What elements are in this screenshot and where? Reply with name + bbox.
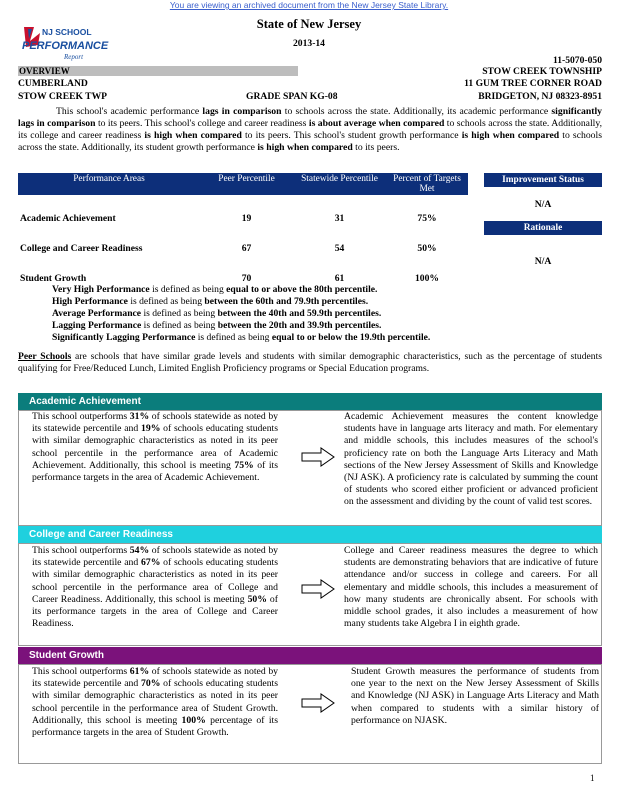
header-targets-met: Percent of Targets Met xyxy=(386,173,468,195)
table-row: Academic Achievement 19 31 75% xyxy=(20,213,437,224)
section-right-text: College and Career readiness measures the degree to which students are demonstrating behaviors that are indicative of future attendance and/or success in college and careers. For all elementary and middle schools, this includes a measurement of how many students are chronically absent. For schools with middle school grades, it also includes a measurement of how many students take Algebra I in eighth grade. xyxy=(344,545,598,630)
page-number: 1 xyxy=(590,773,595,783)
performance-table xyxy=(18,173,468,285)
header-statewide-percentile: Statewide Percentile xyxy=(293,173,386,195)
definition-line: Average Performance is defined as being between the 40th and 59.9th percentiles. xyxy=(52,308,382,319)
section-header-college-career-readiness: College and Career Readiness xyxy=(18,526,602,543)
report-year: 2013-14 xyxy=(293,38,325,49)
section-header-academic-achievement: Academic Achievement xyxy=(18,393,602,410)
overview-bar: OVERVIEW xyxy=(18,66,298,76)
right-arrow-icon xyxy=(301,447,335,467)
district-name: STOW CREEK TWP xyxy=(18,91,108,102)
rationale-value: N/A xyxy=(534,256,552,267)
table-row: Student Growth 70 61 100% xyxy=(20,273,439,284)
header-performance-areas: Performance Areas xyxy=(18,173,200,195)
summary-paragraph: This school's academic performance lags in comparison to schools across the state. Additionally, its academic performance significantly lags in comparison to its peers. This school's college and career readiness is about average when compared to schools across the state. Additionally, its college and career readiness is high when compared to its peers. This school's student growth performance is high when compared to schools across the state. Additionally, its student growth performance is high when compared to its peers. xyxy=(18,106,603,154)
section-box-student-growth xyxy=(18,664,602,764)
definition-line: High Performance is defined as being between the 60th and 79.9th percentiles. xyxy=(52,296,369,307)
table-row: College and Career Readiness 67 54 50% xyxy=(20,243,437,254)
improvement-status-value: N/A xyxy=(534,199,552,210)
right-arrow-icon xyxy=(301,693,335,713)
section-box-college-career-readiness xyxy=(18,543,602,646)
definition-line: Very High Performance is defined as being equal to or above the 80th percentile. xyxy=(52,284,378,295)
school-address: 11 GUM TREE CORNER ROAD xyxy=(464,78,602,89)
school-city: BRIDGETON, NJ 08323-8951 xyxy=(478,91,602,102)
logo-line1: NJ SCHOOL xyxy=(42,27,92,37)
school-code: 11-5070-050 xyxy=(552,55,602,66)
definition-line: Significantly Lagging Performance is defined as being equal to or below the 19.9th percentile. xyxy=(52,332,431,343)
definition-line: Lagging Performance is defined as being between the 20th and 39.9th percentiles. xyxy=(52,320,382,331)
section-box-academic-achievement xyxy=(18,410,602,526)
section-left-text: This school outperforms 31% of schools statewide as noted by its statewide percentile and 19% of schools educating students with similar demographic characteristics as noted in its peer school percentile in the performance area of Academic Achievement. Additionally, this school is meeting 75% of its performance targets in the area of Academic Achievement. xyxy=(32,411,279,484)
state-title: State of New Jersey xyxy=(256,17,362,31)
logo-line3: Report xyxy=(64,53,84,61)
section-right-text: Student Growth measures the performance of students from one year to the next on the New Jersey Assessment of Skills and Knowledge (NJ ASK) in Language Arts Literacy and Math when compared to students with a similar history of performance on NJASK. xyxy=(351,666,599,726)
school-name: STOW CREEK TOWNSHIP xyxy=(482,66,602,77)
section-header-student-growth: Student Growth xyxy=(18,647,602,664)
section-right-text: Academic Achievement measures the content knowledge students have in language arts literacy and math. For elementary and middle schools, this includes measures of the school's proficiency rate on both the Language Arts Literacy and Math sections of the New Jersey Assessment of Skills and Knowledge (NJ ASK). A proficiency rate is calculated by summing the count of students who scored either proficient or advanced proficient on the assessment and dividing by the count of valid test scores. xyxy=(344,411,598,508)
rationale-header: Rationale xyxy=(484,221,602,235)
county-name: CUMBERLAND xyxy=(18,78,88,89)
section-left-text: This school outperforms 54% of schools statewide as noted by its statewide percentile and 67% of schools educating students with similar demographic characteristics as noted in its peer school percentile in the performance area of College and Career Readiness. Additionally, this school is meeting 50% of its performance targets in the area of College and Career Readiness. xyxy=(32,545,279,630)
section-left-text: This school outperforms 61% of schools statewide as noted by its statewide percentile and 70% of schools educating students with similar demographic characteristics as noted in its peer school percentile in the performance area of Student Growth. Additionally, this school is meeting 100% percentage of its performance targets in the area of Student Growth. xyxy=(32,666,279,739)
peer-schools-paragraph: Peer Schools are schools that have similar grade levels and students with similar demographic characteristics, such as the percentage of students qualifying for Free/Reduced Lunch, Limited English Proficiency programs or Special Education programs. xyxy=(18,351,602,374)
performance-definitions xyxy=(52,284,502,344)
header-peer-percentile: Peer Percentile xyxy=(200,173,293,195)
logo-line2: PERFORMANCE xyxy=(22,40,109,52)
right-arrow-icon xyxy=(301,579,335,599)
grade-span: GRADE SPAN KG-08 xyxy=(246,91,338,102)
improvement-status-header: Improvement Status xyxy=(484,173,602,187)
archived-notice-link[interactable]: You are viewing an archived document from the New Jersey State Library. xyxy=(169,0,449,10)
